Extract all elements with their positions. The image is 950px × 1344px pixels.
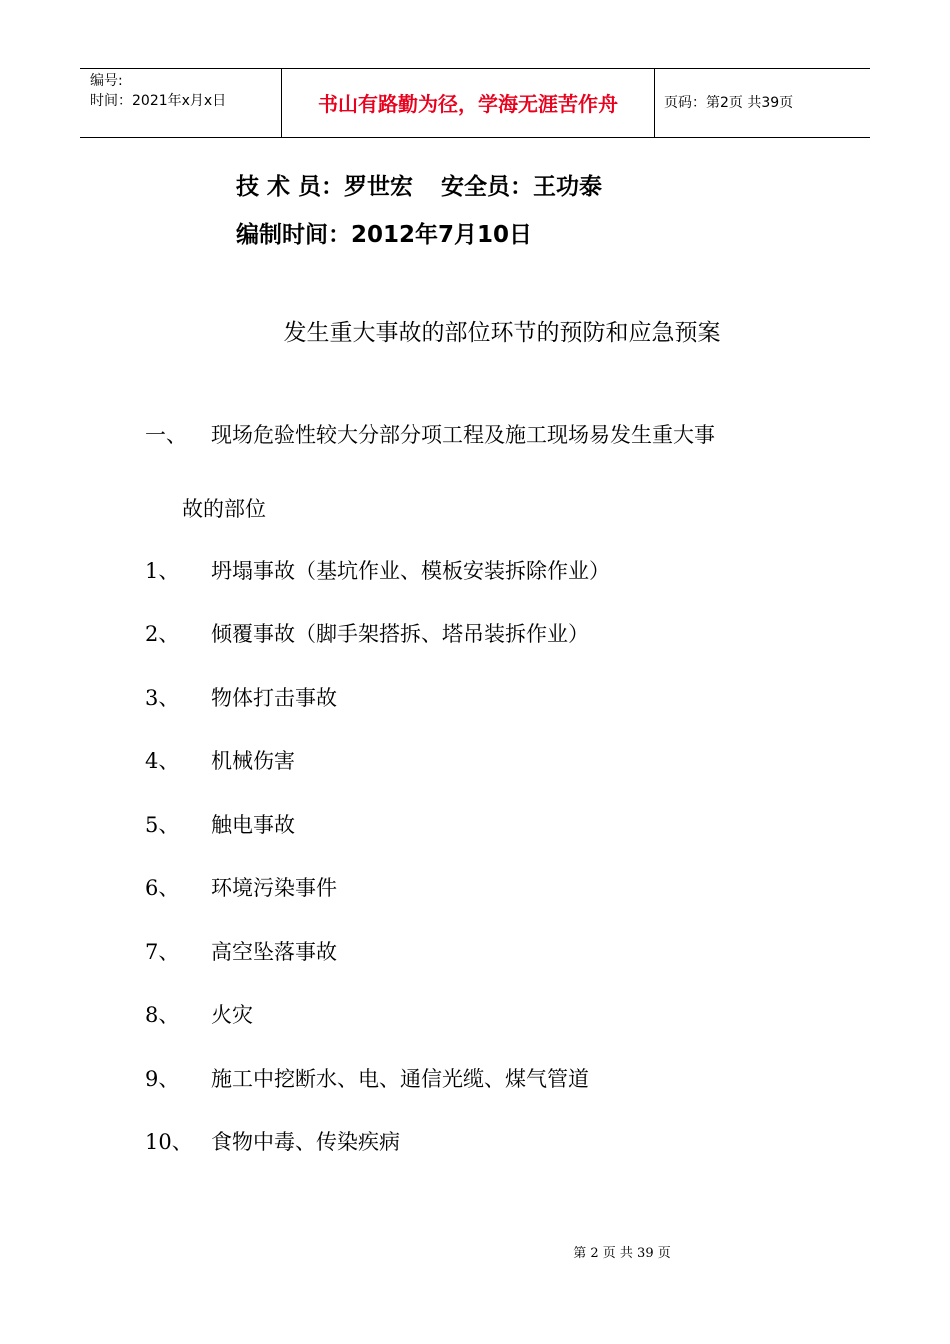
section-number: 一、: [145, 423, 187, 447]
list-item: [145, 873, 337, 903]
list-item-text: 火灾: [211, 1003, 253, 1027]
list-item-text: 机械伤害: [211, 749, 295, 773]
section-text-continuation: 故的部位: [182, 497, 266, 521]
list-item-number: 2、: [145, 622, 180, 646]
list-item: [145, 937, 337, 967]
list-item: [145, 556, 610, 586]
header-meta-cell: [80, 69, 282, 137]
list-item: [145, 1127, 400, 1157]
header-page-info: 页码：第2页 共39页: [664, 95, 794, 111]
list-item: [145, 619, 589, 649]
list-item-number: 3、: [145, 686, 180, 710]
list-item-text: 物体打击事故: [211, 686, 337, 710]
list-item-text: 倾覆事故（脚手架搭拆、塔吊装拆作业）: [211, 622, 589, 646]
section-heading: [145, 420, 715, 450]
list-item-text: 坍塌事故（基坑作业、模板安装拆除作业）: [211, 559, 610, 583]
document-title: 发生重大事故的部位环节的预防和应急预案: [283, 320, 721, 346]
document-header: [80, 68, 870, 138]
list-item: [145, 1000, 253, 1030]
document-number-label: 编号:: [90, 73, 123, 89]
document-time: 时间：2021年x月x日: [90, 93, 227, 109]
list-item-number: 5、: [145, 813, 180, 837]
list-item-number: 9、: [145, 1067, 180, 1091]
header-motto-cell: [282, 69, 655, 137]
section-text: 现场危验性较大分部分项工程及施工现场易发生重大事: [211, 423, 715, 447]
list-item: [145, 1064, 589, 1094]
list-item-text: 食物中毒、传染疾病: [211, 1130, 400, 1154]
staff-line: [236, 172, 602, 202]
technician-name: 技 术 员：罗世宏: [236, 174, 414, 200]
list-item: [145, 810, 295, 840]
list-item-number: 10、: [145, 1130, 193, 1154]
list-item-text: 施工中挖断水、电、通信光缆、煤气管道: [211, 1067, 589, 1091]
list-item-number: 7、: [145, 940, 180, 964]
list-item-number: 1、: [145, 559, 180, 583]
page-footer: 第 2 页 共 39 页: [573, 1246, 671, 1261]
compile-time: 编制时间：2012年7月10日: [236, 222, 533, 248]
safety-officer-name: 安全员：王功泰: [441, 174, 603, 200]
header-page-cell: [655, 69, 870, 137]
list-item: [145, 746, 295, 776]
list-item-number: 6、: [145, 876, 180, 900]
list-item-text: 触电事故: [211, 813, 295, 837]
list-item-number: 8、: [145, 1003, 180, 1027]
motto-text: 书山有路勤为径，学海无涯苦作舟: [318, 92, 618, 116]
list-item-number: 4、: [145, 749, 180, 773]
list-item-text: 环境污染事件: [211, 876, 337, 900]
list-item-text: 高空坠落事故: [211, 940, 337, 964]
list-item: [145, 683, 337, 713]
